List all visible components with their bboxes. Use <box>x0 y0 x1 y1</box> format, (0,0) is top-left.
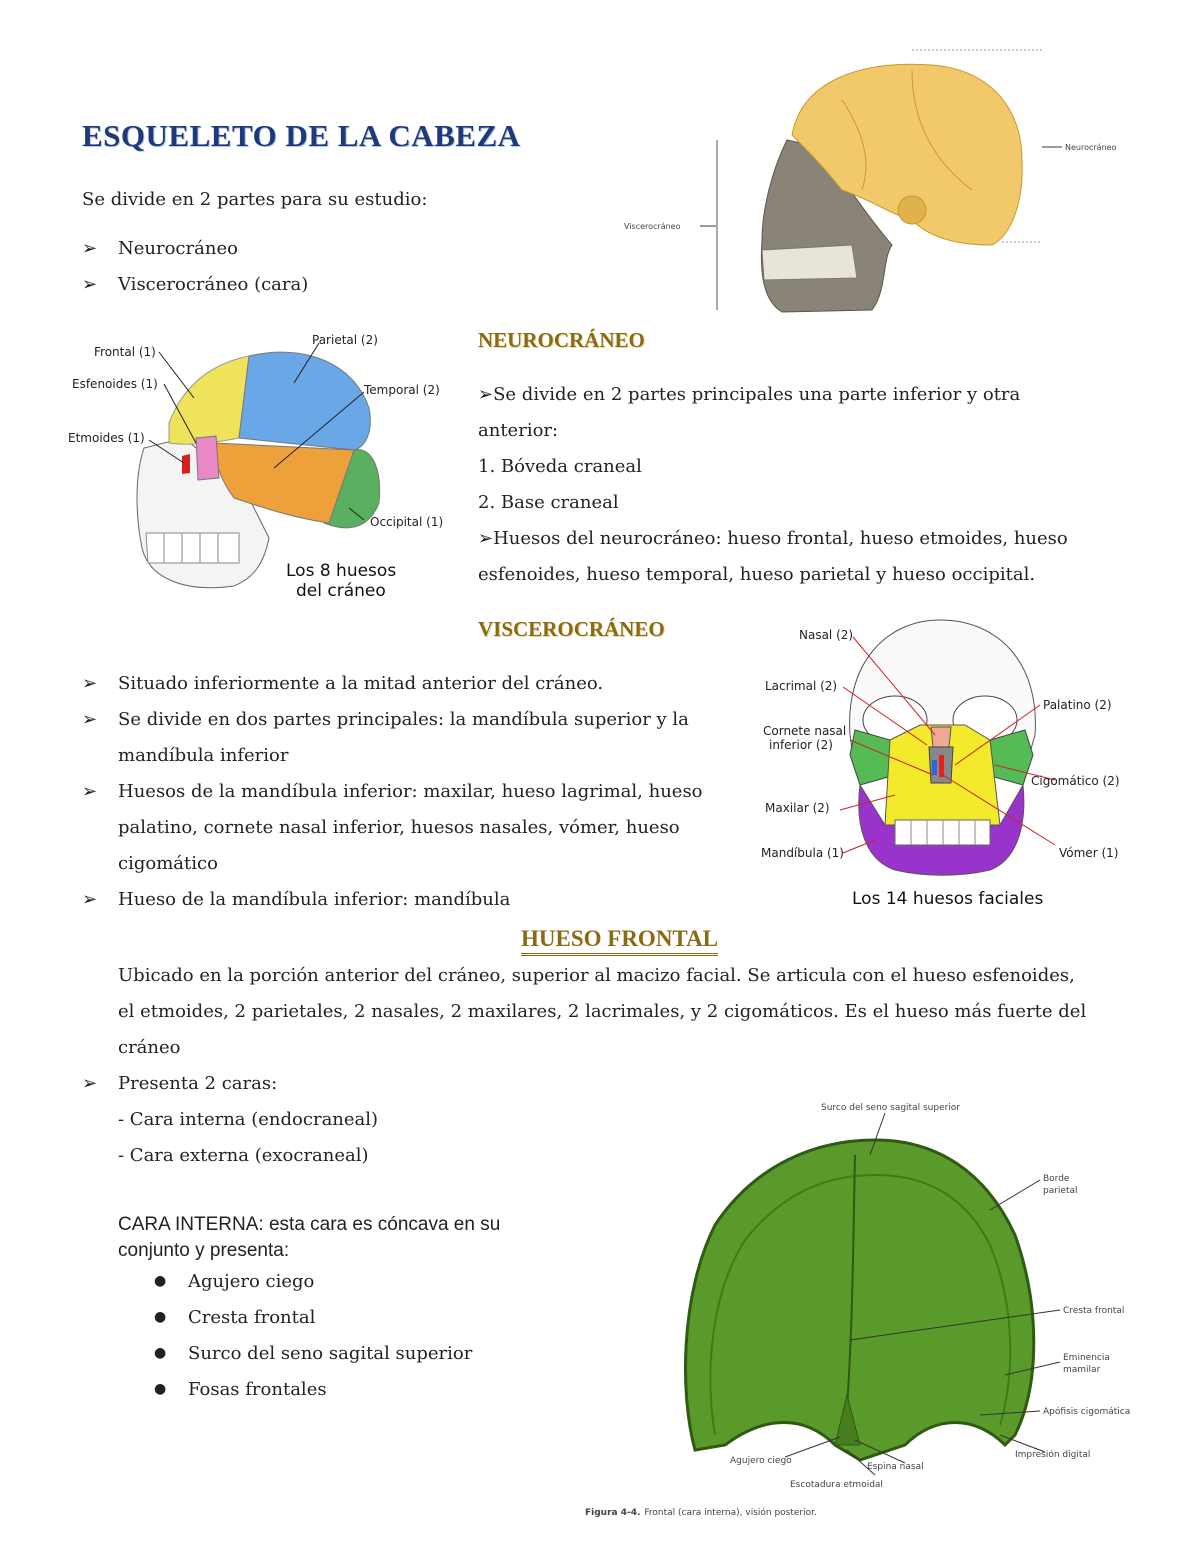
neuro-line: ➢Huesos del neurocráneo: hueso frontal, hueso etmoides, hueso <box>478 528 1068 549</box>
label-parietal-edge: parietal <box>1043 1186 1078 1196</box>
list-item: ● Fosas frontales <box>118 1371 472 1407</box>
arrow-bullet-icon: ➢ <box>82 238 98 259</box>
neurocraneo-body: ➢Se divide en 2 partes principales una parte inferior y otra anterior: 1. Bóveda craneal 2. Base craneal ➢Huesos del neurocráneo: hueso frontal, hueso etmoides, hueso esfenoides, hueso temporal, hueso parietal y hueso occipital. <box>478 377 1158 593</box>
label-lacrimal: Lacrimal (2) <box>765 679 838 693</box>
label-borde: Borde <box>1043 1174 1070 1184</box>
label-eminencia: Eminencia <box>1063 1353 1110 1363</box>
arrow-bullet-icon: ➢ <box>82 889 98 910</box>
intro-list <box>82 231 308 303</box>
intro-text: Se divide en 2 partes para su estudio: <box>82 189 428 210</box>
svg-text:Viscerocráneo: Viscerocráneo <box>624 222 681 231</box>
label-etmoides: Etmoides (1) <box>68 431 145 445</box>
figure-caption: Figura 4-4. Frontal (cara interna), visión posterior. <box>585 1508 817 1518</box>
label-cresta-frontal: Cresta frontal <box>1063 1306 1125 1316</box>
label-temporal: Temporal (2) <box>364 383 440 397</box>
neurocraneo-heading: NEUROCRÁNEO <box>478 328 645 352</box>
list-item: ● Cresta frontal <box>118 1299 472 1335</box>
label-impresion-digital: Impresión digital <box>1015 1450 1091 1460</box>
arrow-bullet-icon: ➢ <box>478 528 494 549</box>
list-item: ● Surco del seno sagital superior <box>118 1335 472 1371</box>
arrow-bullet-icon: ➢ <box>82 274 98 295</box>
label-apofisis-cigomatica: Apófisis cigomática <box>1043 1407 1131 1417</box>
list-item: ➢ Hueso de la mandíbula inferior: mandíbula <box>82 882 752 918</box>
list-item: ● Agujero ciego <box>118 1263 472 1299</box>
list-item: ➢ Neurocráneo <box>82 231 308 267</box>
list-item: ➢ Situado inferiormente a la mitad anterior del cráneo. <box>82 666 752 702</box>
bullet-dot-icon: ● <box>154 1309 167 1325</box>
viscerocraneo-list <box>82 666 752 918</box>
neuro-line: ➢Se divide en 2 partes principales una parte inferior y otra <box>478 384 1021 405</box>
caras-intro <box>82 1066 277 1102</box>
list-item: ➢ Se divide en dos partes principales: la mandíbula superior y la mandíbula inferior <box>82 702 752 774</box>
arrow-bullet-icon: ➢ <box>82 709 98 730</box>
label-espina-nasal: Espina nasal <box>867 1462 924 1472</box>
label-surco-seno: Surco del seno sagital superior <box>821 1103 961 1113</box>
arrow-bullet-icon: ➢ <box>478 384 494 405</box>
label-esfenoides: Esfenoides (1) <box>72 377 158 391</box>
frontal-internal-figure <box>585 1095 1145 1527</box>
label-agujero-ciego: Agujero ciego <box>730 1456 792 1466</box>
cara-interna-list <box>118 1263 472 1407</box>
facial-bones-figure <box>755 615 1135 915</box>
label-cornete-inferior: inferior (2) <box>769 738 833 752</box>
svg-text:Neurocráneo: Neurocráneo <box>1065 143 1117 152</box>
label-maxilar: Maxilar (2) <box>765 801 830 815</box>
bullet-dot-icon: ● <box>154 1345 167 1361</box>
label-mamilar: mamilar <box>1063 1365 1101 1375</box>
label-neurocraneo <box>1042 143 1117 152</box>
page-title: ESQUELETO DE LA CABEZA <box>82 118 521 153</box>
lateral-skull-figure <box>612 40 1142 320</box>
bullet-dot-icon: ● <box>154 1273 167 1289</box>
label-frontal: Frontal (1) <box>94 345 156 359</box>
label-escotadura-etmoidal: Escotadura etmoidal <box>790 1480 883 1490</box>
label-viscerocraneo <box>624 222 716 231</box>
label-vomer: Vómer (1) <box>1059 846 1119 860</box>
figure-caption-line1: Los 8 huesos <box>286 561 397 581</box>
caras-list: - Cara interna (endocraneal) - Cara externa (exocraneal) <box>118 1109 379 1166</box>
label-occipital: Occipital (1) <box>370 515 444 529</box>
figure-caption: Los 14 huesos faciales <box>852 889 1044 909</box>
label-nasal: Nasal (2) <box>799 628 854 642</box>
label-mandibula: Mandíbula (1) <box>761 846 844 860</box>
cara-interna-text: CARA INTERNA: esta cara es cóncava en su conjunto y presenta: <box>118 1214 501 1261</box>
bullet-dot-icon: ● <box>154 1381 167 1397</box>
label-cigomatico: Cigomático (2) <box>1031 774 1120 788</box>
arrow-bullet-icon: ➢ <box>82 781 98 802</box>
frontal-paragraph: Ubicado en la porción anterior del cráneo, superior al macizo facial. Se articula con el hueso esfenoides, el etmoides, 2 parietales, 2 nasales, 2 maxilares, 2 lacrimales, y 2 cigomáticos. Es el hueso más fuerte del cráneo <box>118 965 1087 1058</box>
arrow-bullet-icon: ➢ <box>82 1073 98 1094</box>
list-item: ➢ Huesos de la mandíbula inferior: maxilar, hueso lagrimal, hueso palatino, cornete nasal inferior, huesos nasales, vómer, hueso cigomático <box>82 774 752 882</box>
label-parietal: Parietal (2) <box>312 333 378 347</box>
figure-caption-line2: del cráneo <box>296 581 386 601</box>
cranial-bones-figure <box>64 328 464 608</box>
hueso-frontal-heading: HUESO FRONTAL <box>521 926 718 956</box>
viscerocraneo-heading: VISCEROCRÁNEO <box>478 617 665 641</box>
label-palatino: Palatino (2) <box>1043 698 1112 712</box>
arrow-bullet-icon: ➢ <box>82 673 98 694</box>
list-item: ➢ Presenta 2 caras: <box>82 1066 277 1102</box>
list-item: ➢ Viscerocráneo (cara) <box>82 267 308 303</box>
label-cornete-nasal: Cornete nasal <box>763 724 847 738</box>
